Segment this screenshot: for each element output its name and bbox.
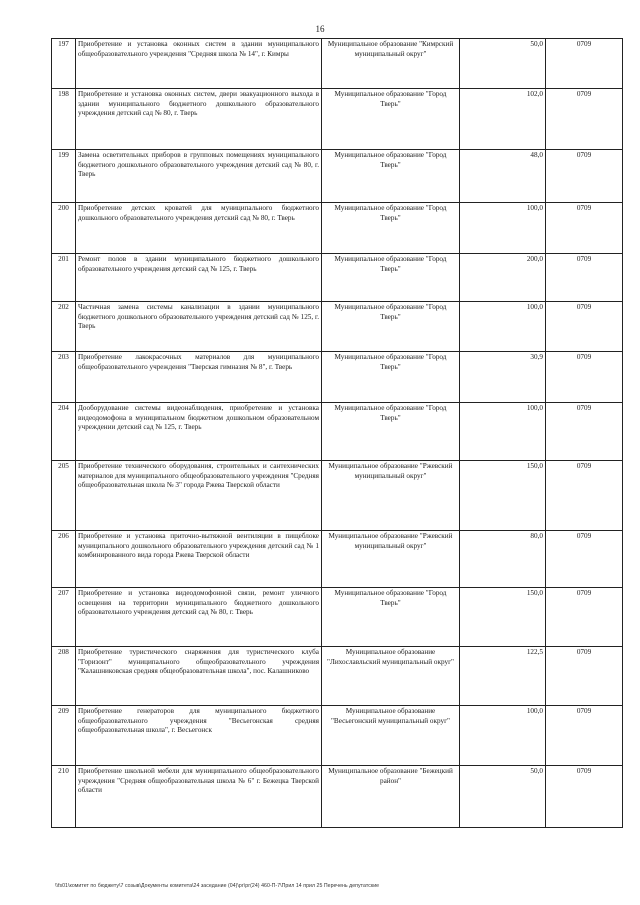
row-amount: 50,0 bbox=[460, 39, 546, 89]
row-number: 208 bbox=[52, 647, 76, 706]
row-amount: 100,0 bbox=[460, 203, 546, 254]
row-municipality: Муниципальное образование "Город Тверь" bbox=[322, 203, 460, 254]
row-number: 198 bbox=[52, 89, 76, 150]
row-description: Приобретение и установка оконных систем в здании муниципального общеобразовательного учреждения "Средняя школа № 14", г. Кимры bbox=[76, 39, 322, 89]
row-description: Частичная замена системы канализации в здании муниципального бюджетного дошкольного образовательного учреждения детский сад № 125, г. Тверь bbox=[76, 302, 322, 352]
row-municipality: Муниципальное образование "Весьегонский муниципальный округ" bbox=[322, 706, 460, 766]
table-row bbox=[52, 766, 623, 828]
row-municipality: Муниципальное образование "Город Тверь" bbox=[322, 588, 460, 647]
row-description: Приобретение и установка видеодомофонной связи, ремонт уличного освещения на территории муниципального бюджетного дошкольного образовательного учреждения детский сад № 80, г. Тверь bbox=[76, 588, 322, 647]
row-description: Приобретение и установка оконных систем, двери эвакуационного выхода в здании муниципального бюджетного дошкольного образовательного учреждения детский сад № 80, г. Тверь bbox=[76, 89, 322, 150]
row-amount: 48,0 bbox=[460, 150, 546, 203]
table-row bbox=[52, 403, 623, 461]
row-number: 205 bbox=[52, 461, 76, 531]
row-municipality: Муниципальное образование "Ржевский муниципальный округ" bbox=[322, 461, 460, 531]
row-number: 209 bbox=[52, 706, 76, 766]
row-municipality: Муниципальное образование "Город Тверь" bbox=[322, 352, 460, 403]
row-description: Приобретение лакокрасочных материалов для муниципального общеобразовательного учреждения "Тверская гимназия № 8", г. Тверь bbox=[76, 352, 322, 403]
table-row bbox=[52, 588, 623, 647]
table-row bbox=[52, 89, 623, 150]
row-municipality: Муниципальное образование "Кимрский муниципальный округ" bbox=[322, 39, 460, 89]
row-amount: 30,9 bbox=[460, 352, 546, 403]
row-description: Приобретение туристического снаряжения для туристического клуба "Горизонт" муниципального общеобразовательного учреждения "Калашниковская средняя общеобразовательная школа", пос. Калашниково bbox=[76, 647, 322, 706]
row-code: 0709 bbox=[546, 352, 623, 403]
row-code: 0709 bbox=[546, 403, 623, 461]
row-code: 0709 bbox=[546, 588, 623, 647]
row-description: Приобретение детских кроватей для муниципального бюджетного дошкольного образовательного учреждения детский сад № 80, г. Тверь bbox=[76, 203, 322, 254]
row-number: 200 bbox=[52, 203, 76, 254]
row-amount: 150,0 bbox=[460, 588, 546, 647]
table-row bbox=[52, 352, 623, 403]
row-code: 0709 bbox=[546, 302, 623, 352]
row-code: 0709 bbox=[546, 766, 623, 828]
row-code: 0709 bbox=[546, 647, 623, 706]
row-municipality: Муниципальное образование "Город Тверь" bbox=[322, 403, 460, 461]
page-number: 16 bbox=[315, 24, 325, 34]
table-row bbox=[52, 647, 623, 706]
row-amount: 122,5 bbox=[460, 647, 546, 706]
row-amount: 80,0 bbox=[460, 531, 546, 588]
table-row bbox=[52, 531, 623, 588]
row-amount: 150,0 bbox=[460, 461, 546, 531]
row-code: 0709 bbox=[546, 531, 623, 588]
file-path-footer: \\fs01\комитет по бюджету\7 созыв\Документы комитета\24 заседание (04)\рг\рг(24) 460-П-7\Прил 14 прил 25 Перечень депутатские bbox=[55, 883, 380, 889]
row-description: Приобретение генераторов для муниципального бюджетного общеобразовательного учреждения "Весьегонская средняя общеобразовательная школа", г. Весьегонск bbox=[76, 706, 322, 766]
table-row bbox=[52, 150, 623, 203]
row-amount: 100,0 bbox=[460, 403, 546, 461]
row-description: Замена осветительных приборов в групповых помещениях муниципального бюджетного дошкольного образовательного учреждения детский сад № 80, г. Тверь bbox=[76, 150, 322, 203]
row-description: Приобретение технического оборудования, строительных и сантехнических материалов для муниципального общеобразовательного учреждения "Средняя общеобразовательная школа № 3" города Ржева Тверской области bbox=[76, 461, 322, 531]
row-code: 0709 bbox=[546, 461, 623, 531]
row-number: 207 bbox=[52, 588, 76, 647]
appropriations-table bbox=[51, 38, 623, 828]
row-number: 203 bbox=[52, 352, 76, 403]
row-number: 210 bbox=[52, 766, 76, 828]
row-number: 197 bbox=[52, 39, 76, 89]
row-municipality: Муниципальное образование "Лихославльский муниципальный округ" bbox=[322, 647, 460, 706]
row-description: Приобретение и установка приточно-вытяжной вентиляции в пищеблоке муниципального дошкольного образовательного учреждения детский сад № 1 комбинированного вида города Ржева Тверской области bbox=[76, 531, 322, 588]
table-row bbox=[52, 461, 623, 531]
row-municipality: Муниципальное образование "Город Тверь" bbox=[322, 254, 460, 302]
row-code: 0709 bbox=[546, 706, 623, 766]
row-amount: 100,0 bbox=[460, 302, 546, 352]
table-row bbox=[52, 254, 623, 302]
row-description: Ремонт полов в здании муниципального бюджетного дошкольного образовательного учреждения детский сад № 125, г. Тверь bbox=[76, 254, 322, 302]
row-number: 201 bbox=[52, 254, 76, 302]
row-amount: 100,0 bbox=[460, 706, 546, 766]
row-municipality: Муниципальное образование "Ржевский муниципальный округ" bbox=[322, 531, 460, 588]
table-row bbox=[52, 706, 623, 766]
row-code: 0709 bbox=[546, 203, 623, 254]
row-municipality: Муниципальное образование "Бежецкий район" bbox=[322, 766, 460, 828]
row-amount: 200,0 bbox=[460, 254, 546, 302]
row-code: 0709 bbox=[546, 150, 623, 203]
row-description: Приобретение школьной мебели для муниципального общеобразовательного учреждения "Средняя общеобразовательная школа № 6" г. Бежецка Тверской области bbox=[76, 766, 322, 828]
row-code: 0709 bbox=[546, 254, 623, 302]
row-number: 202 bbox=[52, 302, 76, 352]
row-code: 0709 bbox=[546, 89, 623, 150]
row-municipality: Муниципальное образование "Город Тверь" bbox=[322, 89, 460, 150]
table-body bbox=[52, 39, 623, 828]
row-municipality: Муниципальное образование "Город Тверь" bbox=[322, 302, 460, 352]
row-number: 204 bbox=[52, 403, 76, 461]
row-number: 206 bbox=[52, 531, 76, 588]
table-row bbox=[52, 203, 623, 254]
table-row bbox=[52, 39, 623, 89]
row-amount: 50,0 bbox=[460, 766, 546, 828]
row-code: 0709 bbox=[546, 39, 623, 89]
row-number: 199 bbox=[52, 150, 76, 203]
row-amount: 102,0 bbox=[460, 89, 546, 150]
row-municipality: Муниципальное образование "Город Тверь" bbox=[322, 150, 460, 203]
row-description: Дооборудование системы видеонаблюдения, приобретение и установка видеодомофона в муниципальном бюджетном дошкольном образовательном учреждении детский сад № 125, г. Тверь bbox=[76, 403, 322, 461]
table-row bbox=[52, 302, 623, 352]
